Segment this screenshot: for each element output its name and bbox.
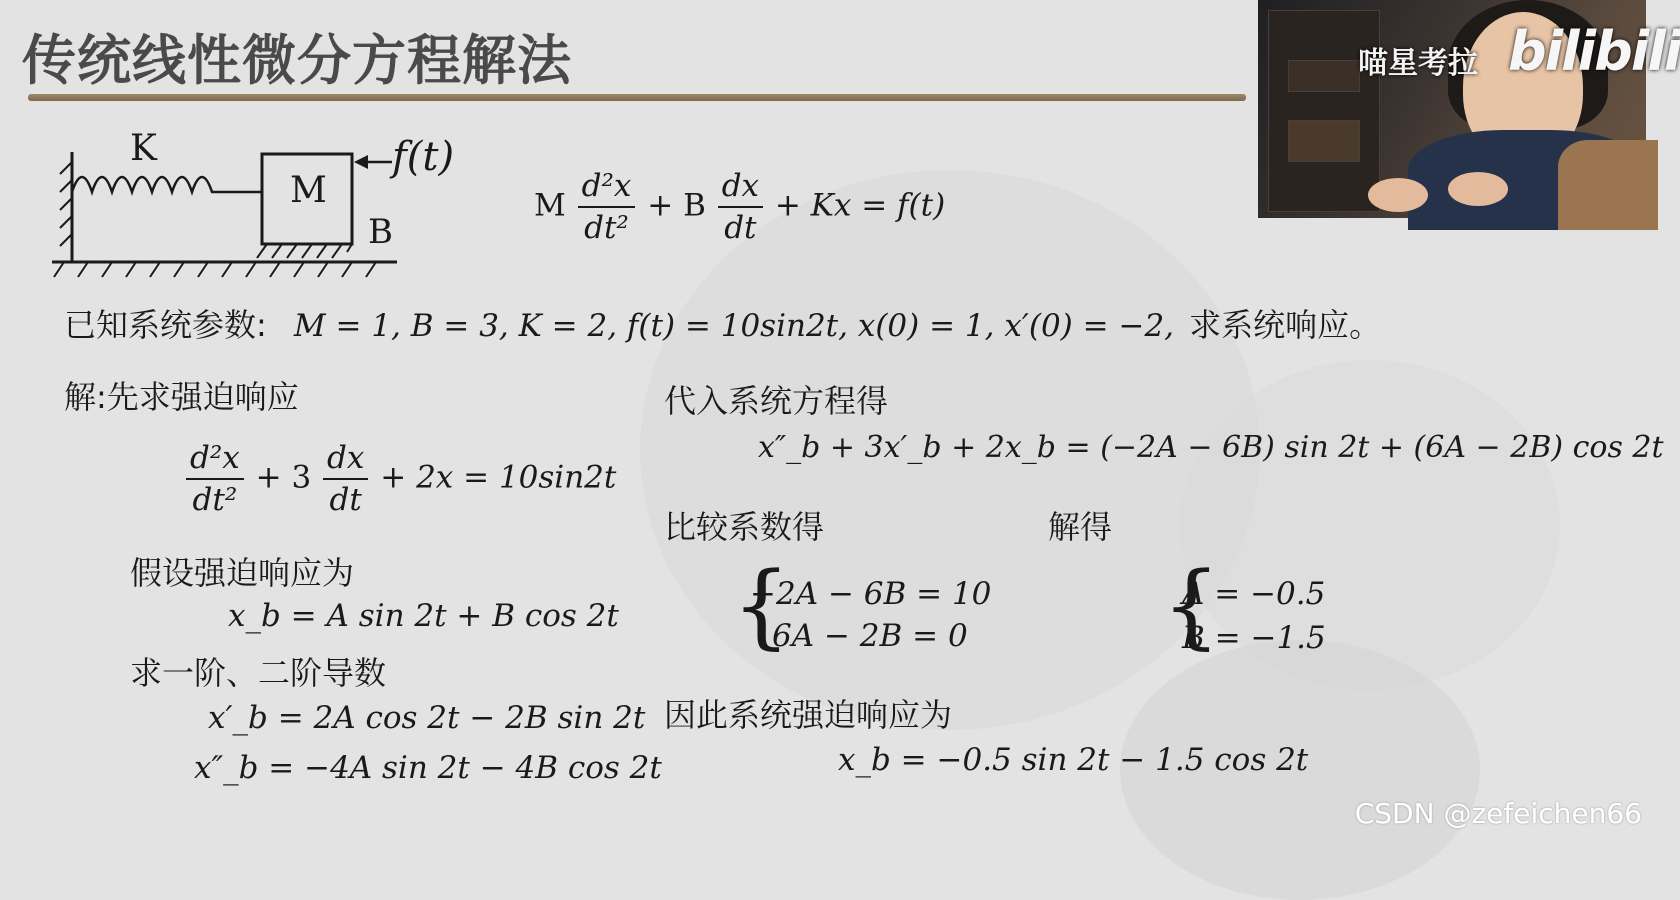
given-prefix: 已知系统参数: <box>64 306 267 344</box>
fraction <box>323 440 368 518</box>
background-shelf <box>1288 60 1360 92</box>
system-line-2: 6A − 2B = 0 <box>772 618 968 654</box>
left-brace: { <box>732 552 791 659</box>
given-values: M = 1, B = 3, K = 2, f(t) = 10sin2t, x(0) = 1, x′(0) = −2, <box>293 308 1175 344</box>
left-equation-1 <box>184 440 616 518</box>
system-line-1: −2A − 6B = 10 <box>750 576 992 612</box>
webcam-overlay <box>1258 0 1680 218</box>
left-equation-4: x″_b = −4A sin 2t − 4B cos 2t <box>194 750 662 786</box>
right-step-compare: 比较系数得 <box>664 508 825 546</box>
left-step-assume: 假设强迫响应为 <box>130 554 355 592</box>
spring-label: K <box>130 128 157 169</box>
fraction <box>578 168 636 246</box>
eq-plus-B: + B <box>647 187 706 224</box>
damper-label: B <box>368 212 393 252</box>
left-step-derivatives: 求一阶、二阶导数 <box>130 654 387 692</box>
slide-title: 传统线性微分方程解法 <box>22 29 572 92</box>
left-brace: { <box>1162 552 1221 659</box>
right-equation-1: x″_b + 3x′_b + 2x_b = (−2A − 6B) sin 2t + (6A − 2B) cos 2t <box>758 430 1664 465</box>
left-equation-3: x′_b = 2A cos 2t − 2B sin 2t <box>208 700 646 736</box>
force-label: f(t) <box>392 134 455 180</box>
fraction-denominator: dt <box>329 482 362 518</box>
left-step-forced: 解:先求强迫响应 <box>64 378 299 416</box>
presenter-hand <box>1448 172 1508 206</box>
title-underline <box>28 94 1246 101</box>
right-step-result: 因此系统强迫响应为 <box>664 696 953 734</box>
mass-label: M <box>290 170 327 211</box>
fraction-denominator: dt² <box>192 482 238 518</box>
fraction-numerator: d²x <box>578 168 636 208</box>
eq-mid: + 3 <box>255 459 312 496</box>
solution-line-2: B = −1.5 <box>1182 620 1326 656</box>
right-step-substitute: 代入系统方程得 <box>664 382 889 420</box>
right-step-solve: 解得 <box>1048 508 1113 546</box>
left-equation-2: x_b = A sin 2t + B cos 2t <box>228 598 619 634</box>
eq-M: M <box>534 187 566 224</box>
main-equation <box>534 168 945 246</box>
given-suffix: 求系统响应。 <box>1189 306 1382 344</box>
fraction <box>186 440 244 518</box>
given-parameters <box>64 300 1381 346</box>
solution-line-1: A = −0.5 <box>1182 576 1326 612</box>
right-equation-2: x_b = −0.5 sin 2t − 1.5 cos 2t <box>838 742 1309 778</box>
csdn-watermark: CSDN @zefeichen66 <box>1354 797 1642 830</box>
fraction-numerator: d²x <box>186 440 244 480</box>
fraction <box>718 168 763 246</box>
bilibili-logo: bilibili <box>1508 20 1680 83</box>
fraction-denominator: dt <box>724 210 757 246</box>
mass-spring-damper-diagram <box>52 128 472 282</box>
eq-rest: + 2x = 10sin2t <box>380 459 617 496</box>
presenter-hand <box>1368 178 1428 212</box>
background-shelf <box>1288 120 1360 162</box>
eq-rest: + Kx = f(t) <box>774 187 946 224</box>
presenter-coat <box>1558 140 1658 230</box>
fraction-numerator: dx <box>718 168 763 208</box>
fraction-denominator: dt² <box>584 210 629 246</box>
fraction-numerator: dx <box>323 440 368 480</box>
channel-name: 喵星考拉 <box>1358 46 1478 81</box>
